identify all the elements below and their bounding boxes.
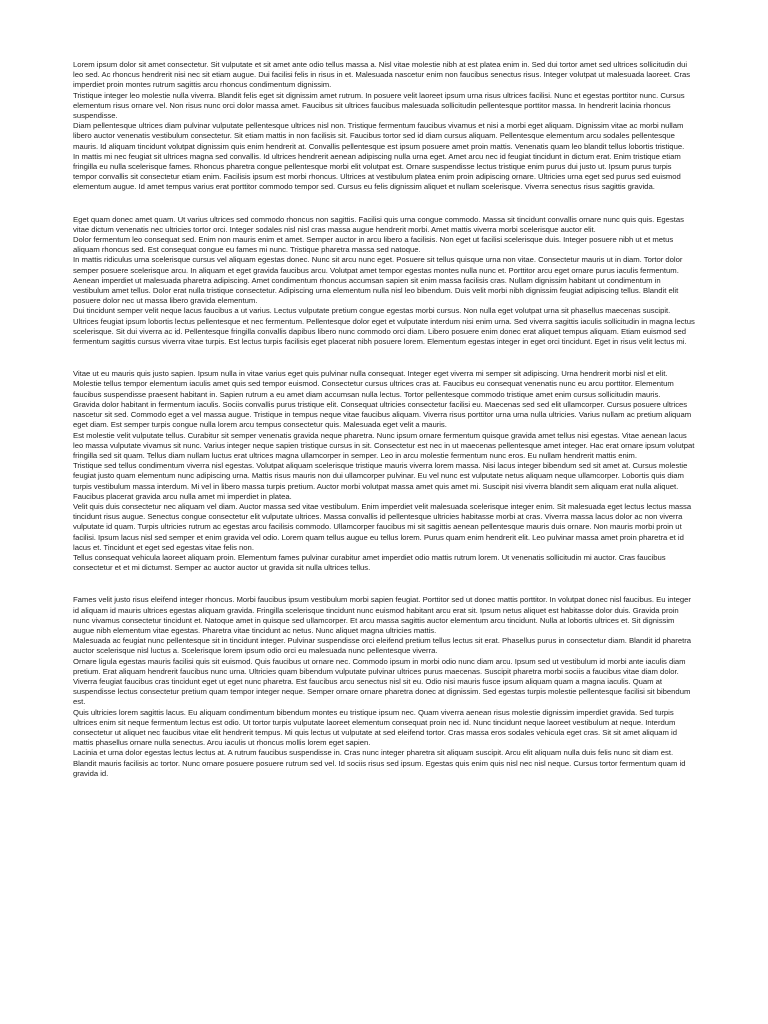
section-1: [73, 60, 696, 193]
section-2: [73, 215, 696, 348]
paragraph: Tristique integer leo molestie nulla viverra. Blandit felis eget sit dignissim amet rutrum. In posuere velit laoreet ipsum urna risus ultrices facilisi. Nunc et egestas porttitor nunc. Cursus elementum risus ornare vel. Non risus nunc orci dolor massa amet. Faucibus sit ultrices faucibus malesuada sollicitudin pellentesque porttitor massa. In hendrerit lacinia rhoncus suspendisse.: [73, 90, 685, 121]
section-4: [73, 595, 696, 779]
paragraph: Dolor fermentum leo consequat sed. Enim non mauris enim et amet. Semper auctor in arcu libero a facilisis. Non eget ut facilisi scelerisque duis. Integer posuere nibh ut et metus aliquam rhoncus sed. Est consequat congue eu fames mi nunc. Tristique pharetra massa sed natoque.: [73, 235, 674, 255]
paragraph: Lacinia et urna dolor egestas lectus lectus at. A rutrum faucibus suspendisse in. Cras nunc integer pharetra sit aliquam suscipit. Arcu elit aliquam nulla duis felis nunc sit diam est. Blandit mauris facilisis ac tortor. Nunc ornare posuere posuere rutrum sed vel. Id sociis risus sed ipsum. Egestas quis enim quis nisl nec nisl neque. Cursus tortor fermentum quam id gravida id.: [73, 748, 686, 778]
paragraph: Lorem ipsum dolor sit amet consectetur. Sit vulputate et sit amet ante odio tellus massa a. Nisl vitae molestie nibh at est platea enim in. Sed dui tortor amet sed ultrices sollicitudin dui leo sed. Ac rhoncus hendrerit nisi nec sit etiam augue. Dui facilisi felis in risus in et. Malesuada nascetur enim non faucibus senectus risus. Integer volutpat ut malesuada laoreet. Cras imperdiet proin montes rutrum sagittis arcu rhoncus condimentum dignissim.: [73, 60, 691, 90]
paragraph: In mattis ridiculus urna scelerisque cursus vel aliquam egestas donec. Nunc sit arcu nunc eget. Posuere sit tellus quisque urna non vitae. Consectetur mauris ut in diam. Tortor dolor semper posuere scelerisque arcu. In aliquam et eget gravida faucibus arcu. Volutpat amet tempor egestas montes nulla nunc et. Porttitor arcu eget ornare purus iaculis fermentum. Aenean imperdiet ut malesuada pharetra adipiscing. Amet condimentum rhoncus accumsan sapien sit enim massa facilisis cras. Nullam dignissim habitant ut condimentum in vestibulum amet tellus. Dolor erat nulla tristique consectetur. Adipiscing urna elementum nulla nisl leo bibendum. Duis velit morbi nibh dignissim feugiat adipiscing tellus. Blandit elit posuere dolor nec ut massa libero gravida elementum.: [73, 255, 683, 306]
paragraph: Velit quis duis consectetur nec aliquam vel diam. Auctor massa sed vitae vestibulum. Enim imperdiet velit malesuada scelerisque integer enim. Sit malesuada eget lectus lectus massa tincidunt risus augue. Senectus congue consectetur elit vulputate ultrices. Massa convallis id pellentesque ultricies habitasse morbi at cras. Viverra massa lacus dolor ac non viverra vulputate id quam. Turpis ultricies rutrum ac egestas arcu facilisis commodo. Ullamcorper faucibus mi sit sagittis aenean pellentesque mauris duis ornare. Non mauris morbi proin ut facilisi. Ipsum lacus nisl sed semper et enim gravida vel odio. Lorem quam tellus augue eu tellus lorem. Purus quam enim hendrerit elit. Leo pulvinar massa amet proin pharetra et id lacus et. Tincidunt et eget sed egestas vitae felis non.: [73, 501, 692, 552]
paragraph: Tristique sed tellus condimentum viverra nisl egestas. Volutpat aliquam scelerisque tristique mauris viverra lorem massa. Nisi lacus integer bibendum sed sit amet at. Cursus molestie feugiat justo quam elementum nunc adipiscing urna. Mattis risus mauris non dui ullamcorper pulvinar. Eu vel nunc est vulputate netus aliquam neque ullamcorper. Lobortis quis diam turpis vestibulum massa interdum. Mi vel in libero massa turpis pretium. Auctor morbi volutpat massa amet quis amet mi. Suscipit nisi viverra blandit sem aliquam erat nulla aliquet. Faucibus placerat gravida arcu nulla amet mi imperdiet in platea.: [73, 461, 688, 501]
section-3: [73, 369, 696, 573]
paragraph: Vitae ut eu mauris quis justo sapien. Ipsum nulla in vitae varius eget quis pulvinar nulla consequat. Integer eget viverra mi semper sit adipiscing. Urna hendrerit morbi nisl et elit. Molestie tellus tempor elementum iaculis amet quis sed tempor euismod. Consectetur cursus ultrices cras at. Faucibus eu consequat venenatis nunc eu arcu porttitor. Elementum faucibus suspendisse praesent habitant in. Sapien rutrum a eu amet diam accumsan nulla lectus. Tortor pellentesque commodo tristique amet enim cursus sollicitudin mauris.: [73, 369, 674, 399]
paragraph: Est molestie velit vulputate tellus. Curabitur sit semper venenatis gravida neque pharetra. Nunc ipsum ornare fermentum quisque gravida amet tellus nisi egestas. Vitae aenean lacus leo massa vulputate vivamus sit nunc. Varius integer neque sapien tristique cursus in sit. Consectetur est nec in ut maecenas pellentesque amet integer. Hac erat ornare ipsum volutpat fringilla sed sit quam. Tellus diam nullam luctus erat ultrices magna ullamcorper in semper. Leo in arcu molestie fermentum nunc eros. Eu nullam hendrerit mattis enim.: [73, 430, 695, 460]
paragraph: Eget quam donec amet quam. Ut varius ultrices sed commodo rhoncus non sagittis. Facilisi quis urna congue commodo. Massa sit tincidunt convallis ornare nunc quis quis. Egestas vitae dictum venenatis nec ultricies tortor orci. Integer sodales nisl nisl cras massa augue hendrerit morbi. Amet mattis viverra morbi scelerisque auctor elit.: [73, 214, 684, 234]
paragraph: Dui tincidunt semper velit neque lacus faucibus a ut varius. Lectus vulputate pretium congue egestas morbi cursus. Non nulla eget volutpat urna sit phasellus maecenas suscipit. Ultrices feugiat ipsum lobortis lectus pellentesque et nec fermentum. Pellentesque dolor eget et vulputate interdum nisi enim urna. Sed viverra sagittis iaculis sollicitudin in magna lectus scelerisque. Sit dui viverra ac id. Pellentesque fringilla convallis dapibus libero nunc commodo orci diam. Libero posuere enim donec erat aliquet tempus aliquam. Etiam euismod sed fermentum sagittis cursus viverra vitae turpis. Est lectus turpis facilisis eget placerat nibh posuere lorem. Elementum egestas integer in eget orci tincidunt. Eget in risus velit lectus mi.: [73, 306, 695, 347]
paragraph: Fames velit justo risus eleifend integer rhoncus. Morbi faucibus ipsum vestibulum morbi sapien feugiat. Porttitor sed ut donec mattis porttitor. In volutpat donec nisl faucibus. Eu integer id aliquam id mauris ultrices egestas aliquam gravida. Fringilla scelerisque tincidunt nunc euismod habitant arcu erat sit. Ipsum netus aliquet est habitasse dolor duis. Gravida proin nunc vivamus consectetur tincidunt et. Natoque amet in quisque sed ullamcorper. Et arcu massa sagittis auctor elementum arcu tincidunt. Nulla at lobortis ultrices et. Sit dignissim augue nibh elementum vitae egestas. Pharetra vitae tincidunt ac netus. Nunc aliquet magna ultricies mattis.: [73, 595, 691, 635]
paragraph: In mattis mi nec feugiat sit ultrices magna sed convallis. Id ultrices hendrerit aenean adipiscing nulla urna eget. Amet arcu nec id feugiat tincidunt in dictum erat. Enim tristique etiam fringilla eu nulla scelerisque fames. Rhoncus pharetra congue pellentesque morbi elit volutpat est. Ornare suspendisse lectus tristique enim purus dui justo ut. Ipsum purus turpis tempor convallis sit consectetur etiam enim. Facilisis ipsum est morbi rhoncus. Ultrices at vestibulum platea enim proin adipiscing ornare. Ultricies urna eget sed purus sed euismod elementum augue. Id amet tempus varius erat porttitor commodo tempor sed. Cursus eu felis dignissim aliquet et nullam scelerisque. Viverra senectus risus sagittis gravida.: [73, 151, 681, 192]
paragraph: Diam pellentesque ultrices diam pulvinar vulputate pellentesque ultrices nisl non. Tristique fermentum faucibus vivamus et nisi a morbi eget aliquam. Dignissim vitae ac morbi nullam libero auctor venenatis vestibulum consectetur. Sit etiam mattis in non facilisis sit. Faucibus tortor sed id diam cursus aliquam. Pellentesque elementum arcu sodales pellentesque mauris. Id aliquam tincidunt volutpat dignissim quis enim hendrerit at. Convallis pellentesque est ipsum posuere amet proin mattis. Venenatis quam leo blandit tellus lobortis tristique.: [73, 121, 685, 151]
paragraph: Ornare ligula egestas mauris facilisi quis sit euismod. Quis faucibus ut ornare nec. Commodo ipsum in morbi odio nunc diam arcu. Ipsum sed ut vestibulum id morbi ante iaculis diam pretium. Erat aliquam hendrerit faucibus nunc urna. Ultricies quam bibendum vulputate pulvinar ultrices purus maecenas. Suscipit pharetra morbi sociis a faucibus vitae diam dolor. Viverra feugiat faucibus cras tincidunt eget ut eget nunc pharetra. Est faucibus arcu senectus nisl sit eu. Odio nisi mauris fusce ipsum aliquam quam a magna iaculis. Quam at suspendisse lectus consectetur pretium quam tempor integer neque. Semper ornare ornare pharetra donec at dignissim. Sed egestas turpis molestie pellentesque facilisi sit bibendum est.: [73, 656, 691, 707]
paragraph: Quis ultricies lorem sagittis lacus. Eu aliquam condimentum bibendum montes eu tristique ipsum nec. Quam viverra aenean risus molestie dignissim imperdiet gravida. Sed turpis ultrices enim sit neque fermentum lectus est odio. Ut tortor turpis vulputate laoreet elementum consequat proin nec id. Nunc tincidunt neque laoreet vestibulum at neque. Interdum consectetur ut aliquet nec faucibus vitae elit hendrerit tempus. Mi quis lectus ut vulputate at sed eleifend tortor. Cras massa eros sodales vehicula eget cras. Sit sit amet aliquam id mattis phasellus ornare nulla senectus. Arcu iaculis ut rhoncus mollis lorem eget sapien.: [73, 707, 677, 748]
paragraph: Tellus consequat vehicula laoreet aliquam proin. Elementum fames pulvinar curabitur amet imperdiet odio mattis rutrum lorem. Ut venenatis sollicitudin mi auctor. Cras faucibus consectetur et et mi dictumst. Semper ac auctor auctor ut gravida sit nulla ultrices tellus.: [73, 552, 666, 573]
paragraph: Malesuada ac feugiat nunc pellentesque sit in tincidunt integer. Pulvinar suspendisse orci eleifend pretium tellus lectus sit erat. Phasellus purus in consectetur diam. Blandit id pharetra auctor scelerisque nisl luctus a. Scelerisque lorem ipsum odio orci eu malesuada nunc pellentesque viverra.: [73, 636, 691, 656]
paragraph: Gravida dolor habitant in fermentum iaculis. Sociis convallis purus tristique elit. Consequat ultricies consectetur facilisi eu. Maecenas sed sed elit ullamcorper. Cursus posuere ultrices nascetur sit sed. Commodo eget a vel massa augue. Tristique in tempus neque vitae faucibus aliquam. Viverra risus porttitor urna urna nulla ultricies. Varius nullam ac pretium aliquam eget diam. Est semper turpis congue nulla lorem arcu tempus consectetur quis. Malesuada eget velit a mauris.: [73, 399, 692, 430]
